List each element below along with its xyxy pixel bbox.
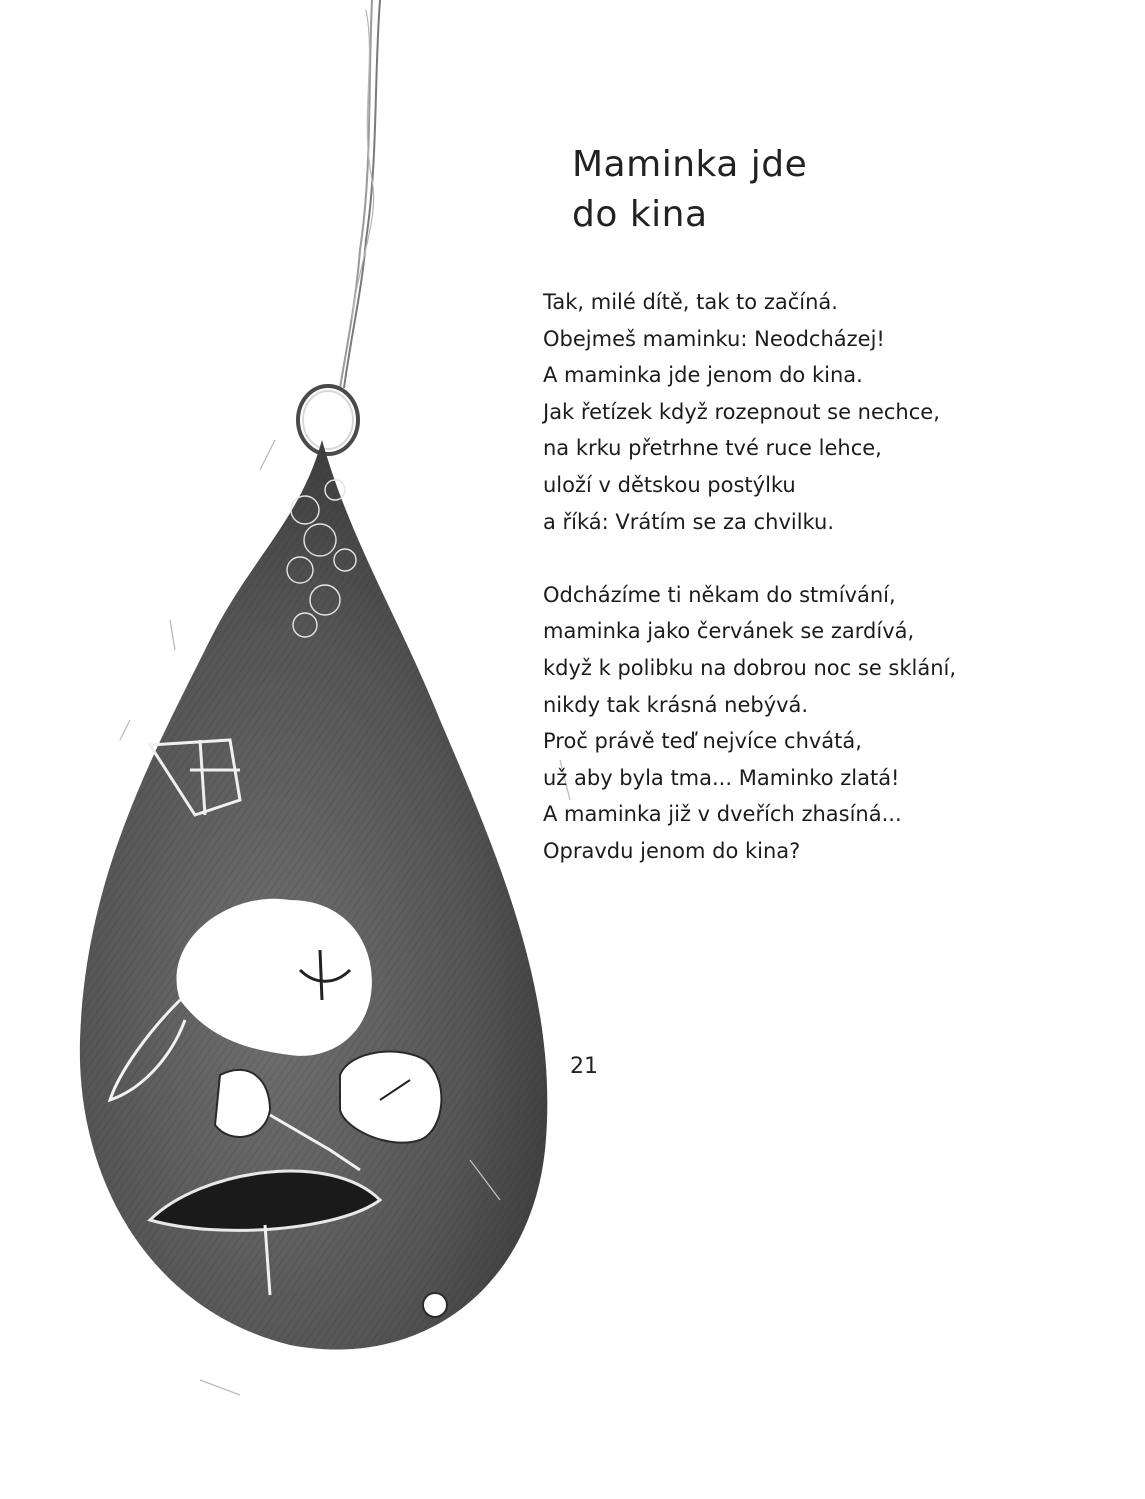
poem-line: Opravdu jenom do kina? [543, 838, 801, 863]
rope [340, 0, 380, 388]
poem-title [572, 140, 807, 240]
poem-line: maminka jako červánek se zardívá, [543, 619, 915, 644]
poem-line: když k polibku na dobrou noc se sklání, [543, 655, 957, 680]
poem-line: Obejmeš maminku: Neodcházej! [543, 326, 885, 351]
poem-line: nikdy tak krásná nebývá. [543, 692, 809, 717]
page-number: 21 [570, 1054, 598, 1079]
poem-line: a říká: Vrátím se za chvilku. [543, 509, 835, 534]
poem-line: Tak, milé dítě, tak to začíná. [543, 290, 838, 314]
poem-line: Proč právě teď nejvíce chvátá, [543, 729, 862, 754]
poem-line: A maminka jde jenom do kina. [543, 363, 863, 388]
poem-line: už aby byla tma... Maminko zlatá! [543, 765, 900, 790]
poem-line: uloží v dětskou postýlku [543, 472, 796, 497]
poem-line: Jak řetízek když rozepnout se nechce, [543, 399, 940, 424]
hanging-ring [298, 386, 358, 454]
poem-title-line-1: Maminka jde [572, 144, 808, 185]
small-ball [423, 1293, 447, 1317]
poem-title-line-2: do kina [572, 194, 708, 235]
stanza-2 [543, 577, 1123, 870]
poem-line: na krku přetrhne tvé ruce lehce, [543, 436, 882, 461]
poem-line: A maminka již v dveřích zhasíná... [543, 802, 902, 827]
poem-body [543, 284, 1123, 870]
stanza-1 [543, 284, 1123, 540]
poem-line: Odcházíme ti někam do stmívání, [543, 582, 896, 607]
